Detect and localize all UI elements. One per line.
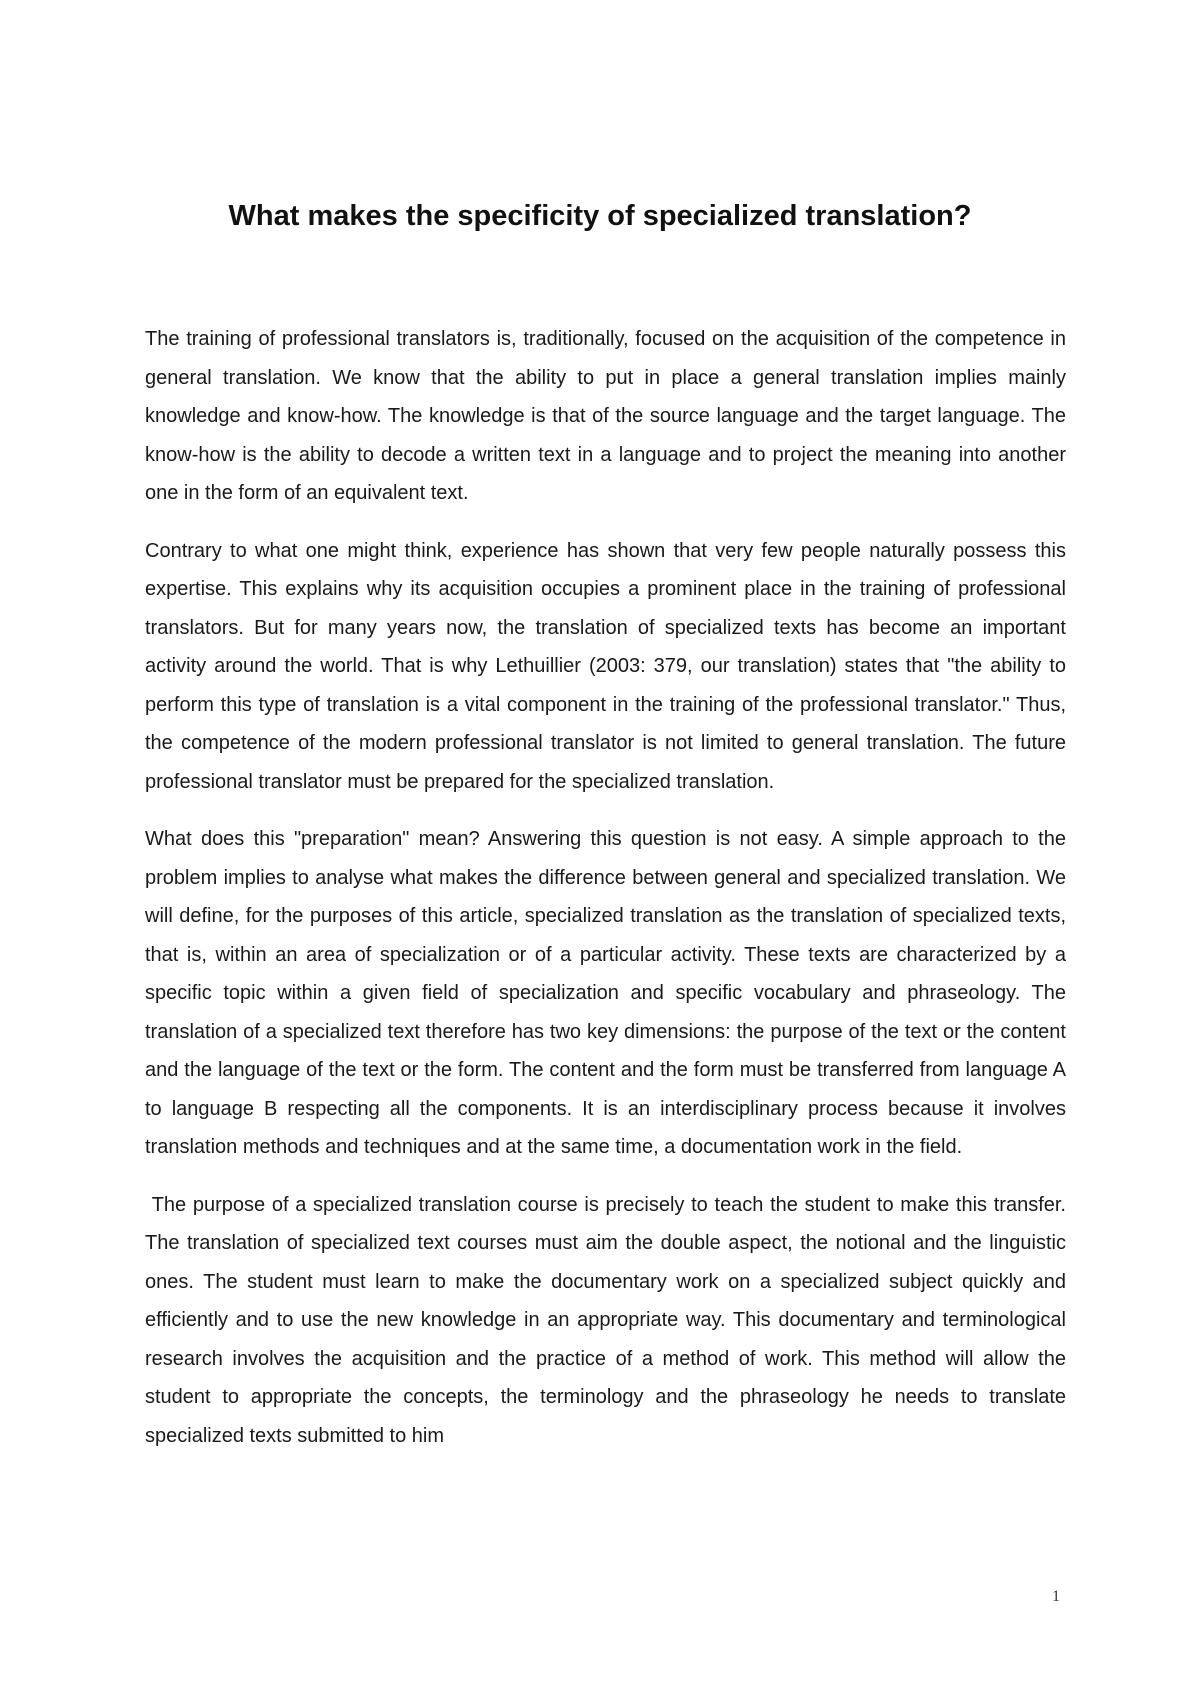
paragraph-2: Contrary to what one might think, experience has shown that very few people naturally possess this expertise. This explains why its acquisition occupies a prominent place in the training of professional translators. But for many years now, the translation of specialized texts has become an important activity around the world. That is why Lethuillier (2003: 379, our translation) states that "the ability to perform this type of translation is a vital component in the training of the professional translator." Thus, the competence of the modern professional translator is not limited to general translation. The future professional translator must be prepared for the specialized translation. [145, 539, 1066, 793]
page-number: 1 [1052, 1588, 1060, 1605]
document-body [145, 320, 1072, 1474]
page-title: What makes the specificity of specialized translation? [228, 200, 972, 232]
paragraph-4: The purpose of a specialized translation course is precisely to teach the student to make this transfer. The translation of specialized text courses must aim the double aspect, the notional and the linguistic ones. The student must learn to make the documentary work on a specialized subject quickly and efficiently and to use the new knowledge in an appropriate way. This documentary and terminological research involves the acquisition and the practice of a method of work. This method will allow the student to appropriate the concepts, the terminology and the phraseology he needs to translate specialized texts submitted to him [145, 1193, 1072, 1447]
paragraph-3: What does this "preparation" mean? Answering this question is not easy. A simple approach to the problem implies to analyse what makes the difference between general and specialized translation. We will define, for the purposes of this article, specialized translation as the translation of specialized texts, that is, within an area of specialization or of a particular activity. These texts are characterized by a specific topic within a given field of specialization and specific vocabulary and phraseology. The translation of a specialized text therefore has two key dimensions: the purpose of the text or the content and the language of the text or the form. The content and the form must be transferred from language A to language B respecting all the components. It is an interdisciplinary process because it involves translation methods and techniques and at the same time, a documentation work in the field. [145, 828, 1066, 1158]
paragraph-1: The training of professional translators is, traditionally, focused on the acquisition of the competence in general translation. We know that the ability to put in place a general translation implies mainly knowledge and know-how. The knowledge is that of the source language and the target language. The know-how is the ability to decode a written text in a language and to project the meaning into another one in the form of an equivalent text. [145, 328, 1066, 504]
